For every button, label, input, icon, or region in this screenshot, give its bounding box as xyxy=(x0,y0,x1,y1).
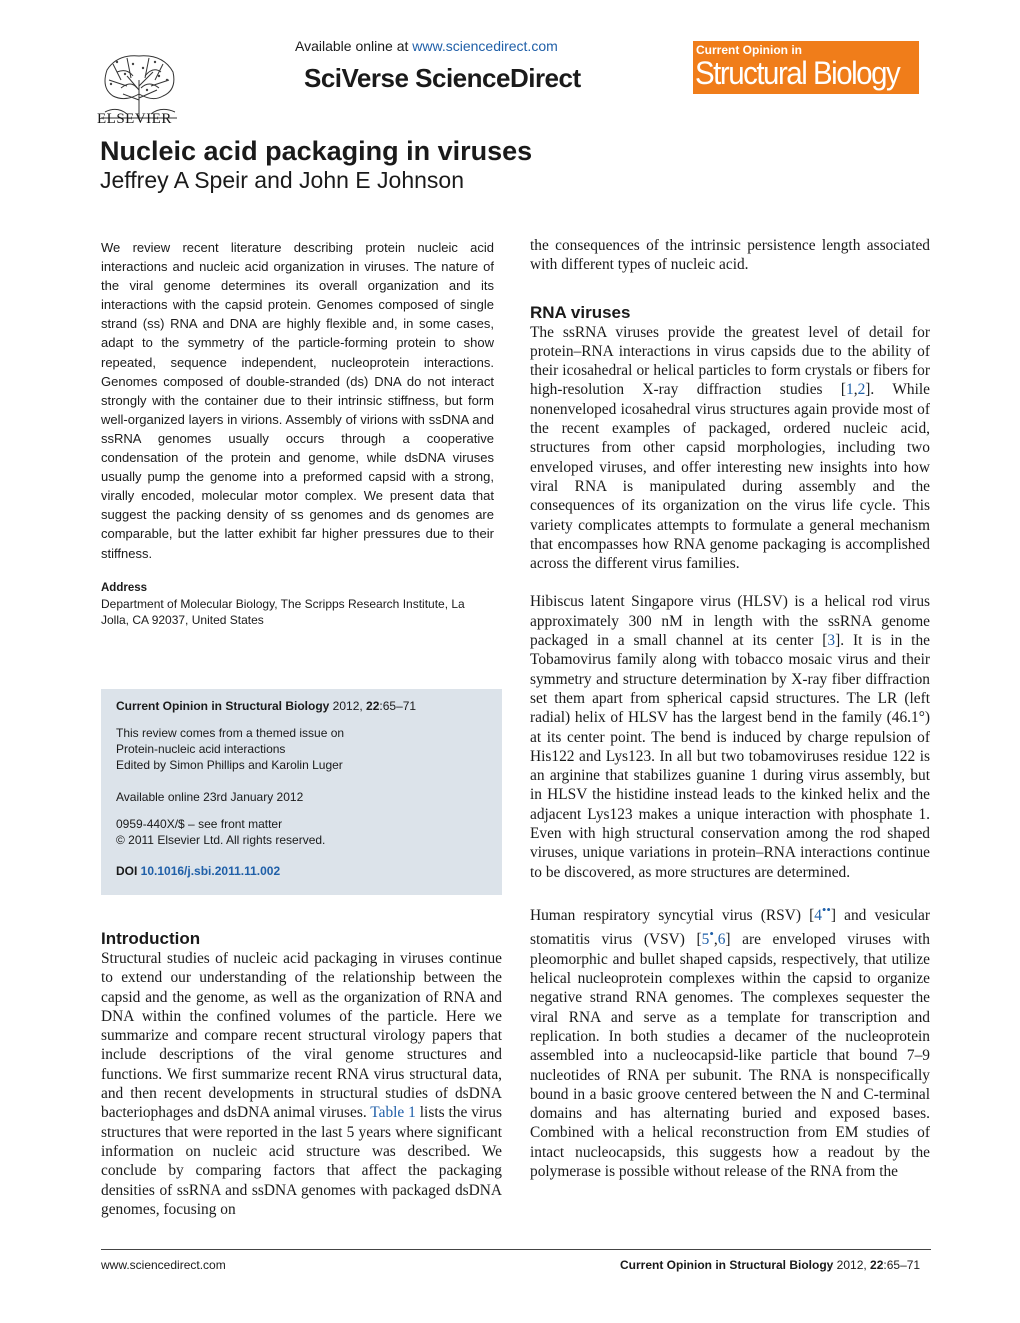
rna-p1-text-a: The ssRNA viruses provide the greatest level of detail for protein–RNA interactions in virus capsids due to the ability of their icosahedral or helical particles to form crystals or fibers for high-resolution X-ray diffraction studies [ xyxy=(530,323,930,399)
introduction-heading: Introduction xyxy=(101,929,201,948)
rna-p2-text-a: Hibiscus latent Singapore virus (HLSV) is a helical rod virus approximately 300 nM in length with the ssRNA genome packaged in a small channel at its center [ xyxy=(530,593,930,650)
ref-6-link[interactable]: 6 xyxy=(717,931,726,949)
ref-5-link[interactable] xyxy=(701,927,714,949)
info-volume: 22 xyxy=(366,699,380,713)
rna-paragraph-1: The ssRNA viruses provide the greatest level of detail for protein–RNA interactions in virus capsids due to the ability of their icosahedral or helical particles to form crystals or fibers for high-resolution X-ray diffraction studies [1,2]. While nonenveloped icosahedral virus structures again provide most of the recent examples of packaged, ordered nucleic acid, structures from other capsid morphologies, including two enveloped viruses, and offer interesting new insights into how viral RNA is manipulated during assembly and the consequences of its organization on the virus life cycle. This variety complicates attempts to formulate a general mechanism that encompasses how RNA genome packaging is accomplished across the different virus families. xyxy=(530,323,930,573)
available-online-line xyxy=(295,38,558,54)
rna-p3-text-a: Human respiratory syncytial virus (RSV) [ xyxy=(530,907,815,925)
info-themed-1: This review comes from a themed issue on xyxy=(116,726,345,740)
footer-website[interactable]: www.sciencedirect.com xyxy=(101,1258,226,1272)
rna-p3-text-b: ] and vesicular stomatitis virus (VSV) [ xyxy=(530,907,931,949)
info-themed-3: Edited by Simon Phillips and Karolin Luger xyxy=(116,758,343,772)
ref-4-link[interactable] xyxy=(814,902,831,925)
rna-p3-text-c: ] are enveloped viruses with pleomorphic and bullet shaped capsids, respectively, that utilize helical nucleoprotein complexes within the capsid to organize negative strand RNA genomes. The complexes sequester the viral RNA and serve as a template for transcription and replication. In both studies a decamer of the nucleoprotein assembled into a nucleocapsid-like particle that bound 7–9 nucleotides of RNA per subunit. The RNA is nonspecifically bound in a basic groove centered between the N and C-terminal domains and has alternating buried and exposed bases. Combined with a helical reconstruction from EM studies of intact nucleocapsids, this suggests how a readout by the polymerase is possible without release of the RNA from the xyxy=(530,931,930,1181)
rna-paragraph-3: Human respiratory syncytial virus (RSV) [4••] and vesicular stomatitis virus (VSV) [5•,6] are enveloped viruses with pleomorphic and bullet shaped capsids, respectively, that utilize helical nucleoprotein complexes within the capsid to organize negative strand RNA genomes. The complexes sequester the viral RNA and serve as a template for transcription and replication. In both studies a decamer of the nucleoprotein assembled into a nucleocapsid-like particle that bound 7–9 nucleotides of RNA per subunit. The RNA is nonspecifically bound in a basic groove centered between the N and C-terminal domains and has alternating buried and exposed bases. Combined with a helical reconstruction from EM studies of intact nucleocapsids, this suggests how a readout by the polymerase is possible without release of the RNA from the xyxy=(530,902,931,1181)
address-text: Department of Molecular Biology, The Scripps Research Institute, La Jolla, CA 92037, United States xyxy=(101,596,465,627)
info-themed-2: Protein-nucleic acid interactions xyxy=(116,742,286,756)
introduction-paragraph xyxy=(101,949,502,1219)
info-available: Available online 23rd January 2012 xyxy=(116,790,304,804)
journal-logo-line2: Structural Biology xyxy=(695,55,900,91)
table-1-link[interactable]: Table 1 xyxy=(370,1104,416,1122)
article-authors: Jeffrey A Speir and John E Johnson xyxy=(100,167,464,193)
footer-journal: Current Opinion in Structural Biology xyxy=(620,1258,834,1272)
journal-logo-line1: Current Opinion in xyxy=(696,43,802,57)
platform-wordmark: SciVerse ScienceDirect xyxy=(304,63,581,93)
ref-2-link[interactable]: 2 xyxy=(857,381,866,399)
info-pages: :65–71 xyxy=(379,699,417,713)
rna-p1-text-b: ]. While nonenveloped icosahedral virus structures again provide most of the recent examples of packaged, ordered nucleic acid, structures from other capsid morphologies, including two enveloped viruses, and offer interesting new insights into how viral RNA is manipulated during assembly and the consequences of its organization on the virus life cycle. This variety complicates attempts to formulate a general mechanism that encompasses how RNA genome packaging is accomplished across the different virus families. xyxy=(530,381,930,573)
rna-p2-text-b: ]. It is in the Tobamovirus family along with tobacco mosaic virus and their symmetry and structure determination by X-ray fiber diffraction set them apart from spherical capsid structures. The LR (left radial) helix of HLSV has the largest bend in the family (46.1°) at its center point. The bend is induced by charge repulsion of His122 and Lys123. In all but two tobamoviruses residue 122 is an arginine that stabilizes guanine 1 during virus assembly, but in HLSV the histidine instead leads to the kinked helix and the adjacent Lys123 makes a unique interaction with phosphate 1. Even with high structural conservation among the rod shaped viruses, unique variations in protein–RNA interactions continue to be discovered, as more structures are determined. xyxy=(530,632,930,881)
info-copyright: © 2011 Elsevier Ltd. All rights reserved. xyxy=(116,833,326,847)
info-doi-label: DOI xyxy=(116,864,141,878)
ref-3-link[interactable]: 3 xyxy=(827,632,836,650)
info-journal: Current Opinion in Structural Biology xyxy=(116,699,330,713)
intro-text-2: lists the virus structures that were reported in the last 5 years where significant information on nucleic acid structure was described. We conclude by comparing factors that affect the packaging densities of ssRNA and ssDNA genomes with packaged dsDNA genomes, focusing on xyxy=(101,1104,502,1218)
article-info-box xyxy=(101,689,502,895)
info-citation xyxy=(116,699,416,713)
publisher-wordmark: ELSEVIER xyxy=(97,111,172,127)
rna-paragraph-2 xyxy=(530,592,930,881)
footer-pages: :65–71 xyxy=(883,1258,921,1272)
ref-1-link[interactable]: 1 xyxy=(846,381,854,399)
available-online-prefix: Available online at xyxy=(295,38,413,54)
footer-year: 2012, xyxy=(833,1258,871,1272)
right-column xyxy=(530,236,930,1181)
info-issn: 0959-440X/$ – see front matter xyxy=(116,817,283,831)
article-title: Nucleic acid packaging in viruses xyxy=(100,136,533,166)
footer-citation xyxy=(620,1258,920,1272)
abstract: We review recent literature describing protein nucleic acid interactions and nucleic acid organization in viruses. The nature of the viral genome determines its overall organization and its interactions with the capsid protein. Genomes composed of single strand (ss) RNA and DNA are highly flexible and, in some cases, adapt to the symmetry of the particle-forming protein to show repeated, sequence independent, nucleoprotein interactions. Genomes composed of double-stranded (ds) DNA do not interact strongly with the container due to their intrinsic stiffness, but form well-organized layers in virions. Assembly of virions with ssDNA and ssRNA genomes usually occurs through a cooperative condensation of the protein and genome, while dsDNA viruses usually pump the genome into a preformed capsid with a strong, virally encoded, molecular motor complex. We present data that suggest the packing density of ss genomes and ds genomes are comparable, but the latter exhibit far higher pressures due to their stiffness. xyxy=(101,240,494,561)
ref-4-marker: •• xyxy=(821,902,831,917)
footer-divider xyxy=(101,1249,931,1250)
info-year: 2012, xyxy=(329,699,367,713)
footer-volume: 22 xyxy=(870,1258,884,1272)
rna-viruses-heading: RNA viruses xyxy=(530,302,631,322)
sciencedirect-link[interactable]: www.sciencedirect.com xyxy=(412,38,558,54)
left-column xyxy=(101,238,494,628)
ref-5-marker: • xyxy=(709,927,714,942)
intro-text-1: Structural studies of nucleic acid packaging in viruses continue to extend our understanding of the relationship between the capsid and the genome, as well as the organization of RNA and DNA within the confined volumes of the particle. Here we summarize and compare recent structural virology papers that include descriptions of the viral genome structures and functions. We first summarize recent RNA virus structural data, and then recent developments in structural studies of dsDNA bacteriophages and dsDNA animal viruses. xyxy=(101,950,502,1122)
ref-5-number: 5 xyxy=(701,931,710,949)
ref-4-number: 4 xyxy=(814,907,822,925)
introduction-section xyxy=(101,929,502,1219)
address-heading: Address xyxy=(101,581,148,594)
continuation-paragraph: the consequences of the intrinsic persistence length associated with different types of nucleic acid. xyxy=(530,237,930,274)
info-doi xyxy=(116,864,280,878)
journal-logo-box xyxy=(693,41,919,94)
doi-link[interactable]: 10.1016/j.sbi.2011.11.002 xyxy=(140,864,281,878)
